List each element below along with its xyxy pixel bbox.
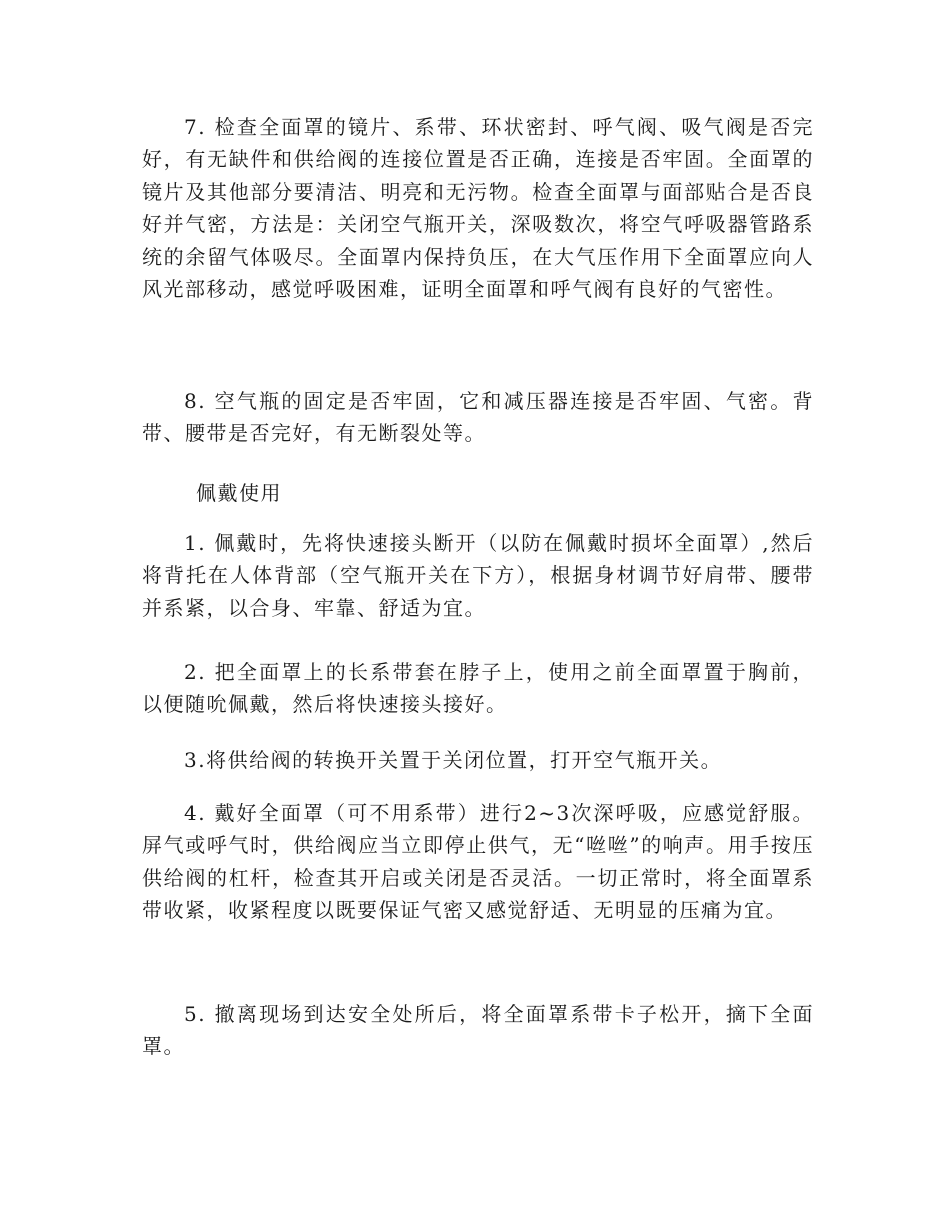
paragraph-item-8: 8. 空气瓶的固定是否牢固，它和减压器连接是否牢固、气密。背带、腰带是否完好，有无断裂处等。 bbox=[142, 389, 814, 446]
step-2: 2. 把全面罩上的长系带套在脖子上，使用之前全面罩置于胸前，以便随吮佩戴，然后将快速接头接好。 bbox=[142, 660, 814, 717]
step-3: 3.将供给阀的转换开关置于关闭位置，打开空气瓶开关。 bbox=[184, 748, 723, 772]
section-heading: 佩戴使用 bbox=[196, 481, 282, 505]
step-5: 5. 撤离现场到达安全处所后，将全面罩系带卡子松开，摘下全面罩。 bbox=[142, 1002, 814, 1059]
step-4: 4. 戴好全面罩（可不用系带）进行2~3次深呼吸，应感觉舒服。屏气或呼气时，供给阀应当立即停止供气，无“咝咝”的响声。用手按压供给阀的杠杆，检查其开启或关闭是否灵活。一切正常时，将全面罩系带收紧，收紧程度以既要保证气密又感觉舒适、无明显的压痛为宜。 bbox=[142, 801, 814, 923]
step-1: 1. 佩戴时，先将快速接头断开（以防在佩戴时损坏全面罩）,然后将背托在人体背部（空气瓶开关在下方），根据身材调节好肩带、腰带并系紧，以合身、牢靠、舒适为宜。 bbox=[142, 531, 814, 620]
paragraph-item-7: 7. 检查全面罩的镜片、系带、环状密封、呼气阀、吸气阀是否完好，有无缺件和供给阀的连接位置是否正确，连接是否牢固。全面罩的镜片及其他部分要清洁、明亮和无污物。检查全面罩与面部贴合是否良好并气密，方法是：关闭空气瓶开关，深吸数次，将空气呼吸器管路系统的余留气体吸尽。全面罩内保持负压，在大气压作用下全面罩应向人风光部移动，感觉呼吸困难，证明全面罩和呼气阀有良好的气密性。 bbox=[142, 115, 814, 302]
